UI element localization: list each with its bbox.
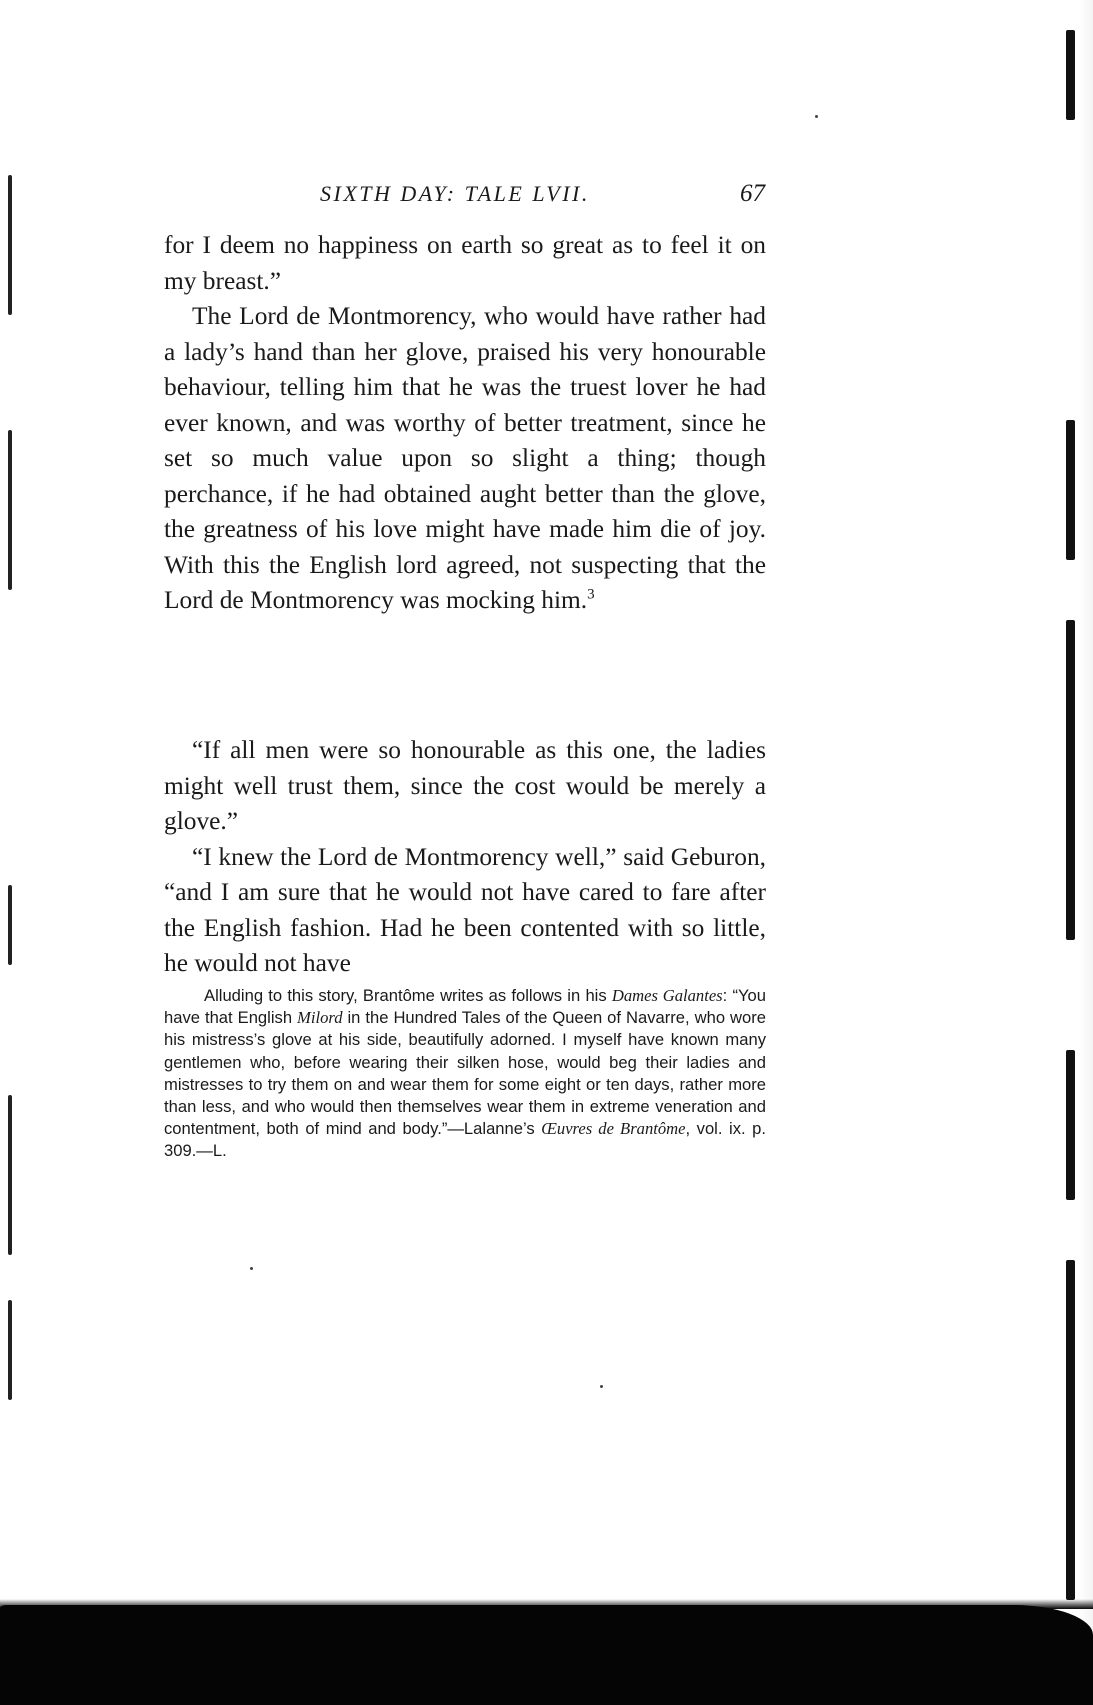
scan-edge-mark — [1066, 420, 1075, 560]
scan-edge-mark — [8, 430, 12, 590]
scan-speck — [815, 115, 818, 118]
paragraph — [164, 299, 766, 619]
paragraph: “If all men were so honourable as this one, the ladies might well trust them, since the cost would be merely a glove.” — [164, 736, 766, 835]
body-text — [164, 228, 766, 619]
footnote-text: in the Hundred Tales of the Queen of Navarre, who wore his mistress’s glove at his side, beautifully adorned. I myself have known many gentlemen who, before wearing their silken hose, would beg their ladies and mistresses to try them on and wear them for some eight or ten days, rather more than less, and who would then themselves wear them in extreme veneration and contentment, both of mind and body.”—Lalanne’s — [164, 1008, 766, 1139]
paragraph: for I deem no happiness on earth so great as to feel it on my breast.” — [164, 231, 766, 295]
scan-speck — [250, 1267, 253, 1270]
footnote-italic-title: Œuvres de Brantôme — [541, 1119, 686, 1139]
scan-edge-mark — [1066, 1260, 1075, 1600]
footnote-reference: 3 — [587, 586, 595, 603]
scan-edge-mark — [8, 885, 12, 965]
paragraph: “I knew the Lord de Montmorency well,” said Geburon, “and I am sure that he would not have cared to fare after the English fashion. Had he been contented with so little, he would not have — [164, 842, 766, 977]
page-number: 67 — [740, 180, 765, 207]
running-head-title: SIXTH DAY: TALE LVII. — [320, 181, 590, 206]
footnote-text: : “You have that English — [164, 986, 766, 1028]
scan-edge-mark — [1066, 1050, 1075, 1200]
scan-speck — [600, 1385, 603, 1388]
scan-edge-mark — [8, 1095, 12, 1255]
scan-edge-mark — [8, 1300, 12, 1400]
footnote — [164, 985, 766, 1163]
paragraph-text: The Lord de Montmorency, who would have rather had a lady’s hand than her glove, praised his very honourable behaviour, telling him that he was the truest lover he had ever known, and was worthy of better treatment, since he set so much value upon so slight a thing; though perchance, if he had obtained aught better than the glove, the greatness of his love might have made him die of joy. With this the English lord agreed, not suspecting that the Lord de Montmorency was mocking him. — [164, 302, 766, 614]
running-head — [320, 180, 765, 208]
footnote-italic-word: Milord — [297, 1008, 343, 1028]
footnote-italic-title: Dames Galantes — [611, 986, 723, 1005]
scan-edge-mark — [1066, 620, 1075, 940]
dialogue-text — [164, 733, 766, 982]
scan-bottom-shadow — [0, 1605, 1093, 1705]
footnote-text: Alluding to this story, Brantôme writes as follows in his — [204, 986, 612, 1005]
scan-margin-right — [1079, 0, 1093, 1705]
footnote-text: , vol. ix. p. 309.—L. — [164, 1119, 767, 1161]
scan-edge-mark — [8, 175, 12, 315]
scan-edge-mark — [1066, 30, 1075, 120]
